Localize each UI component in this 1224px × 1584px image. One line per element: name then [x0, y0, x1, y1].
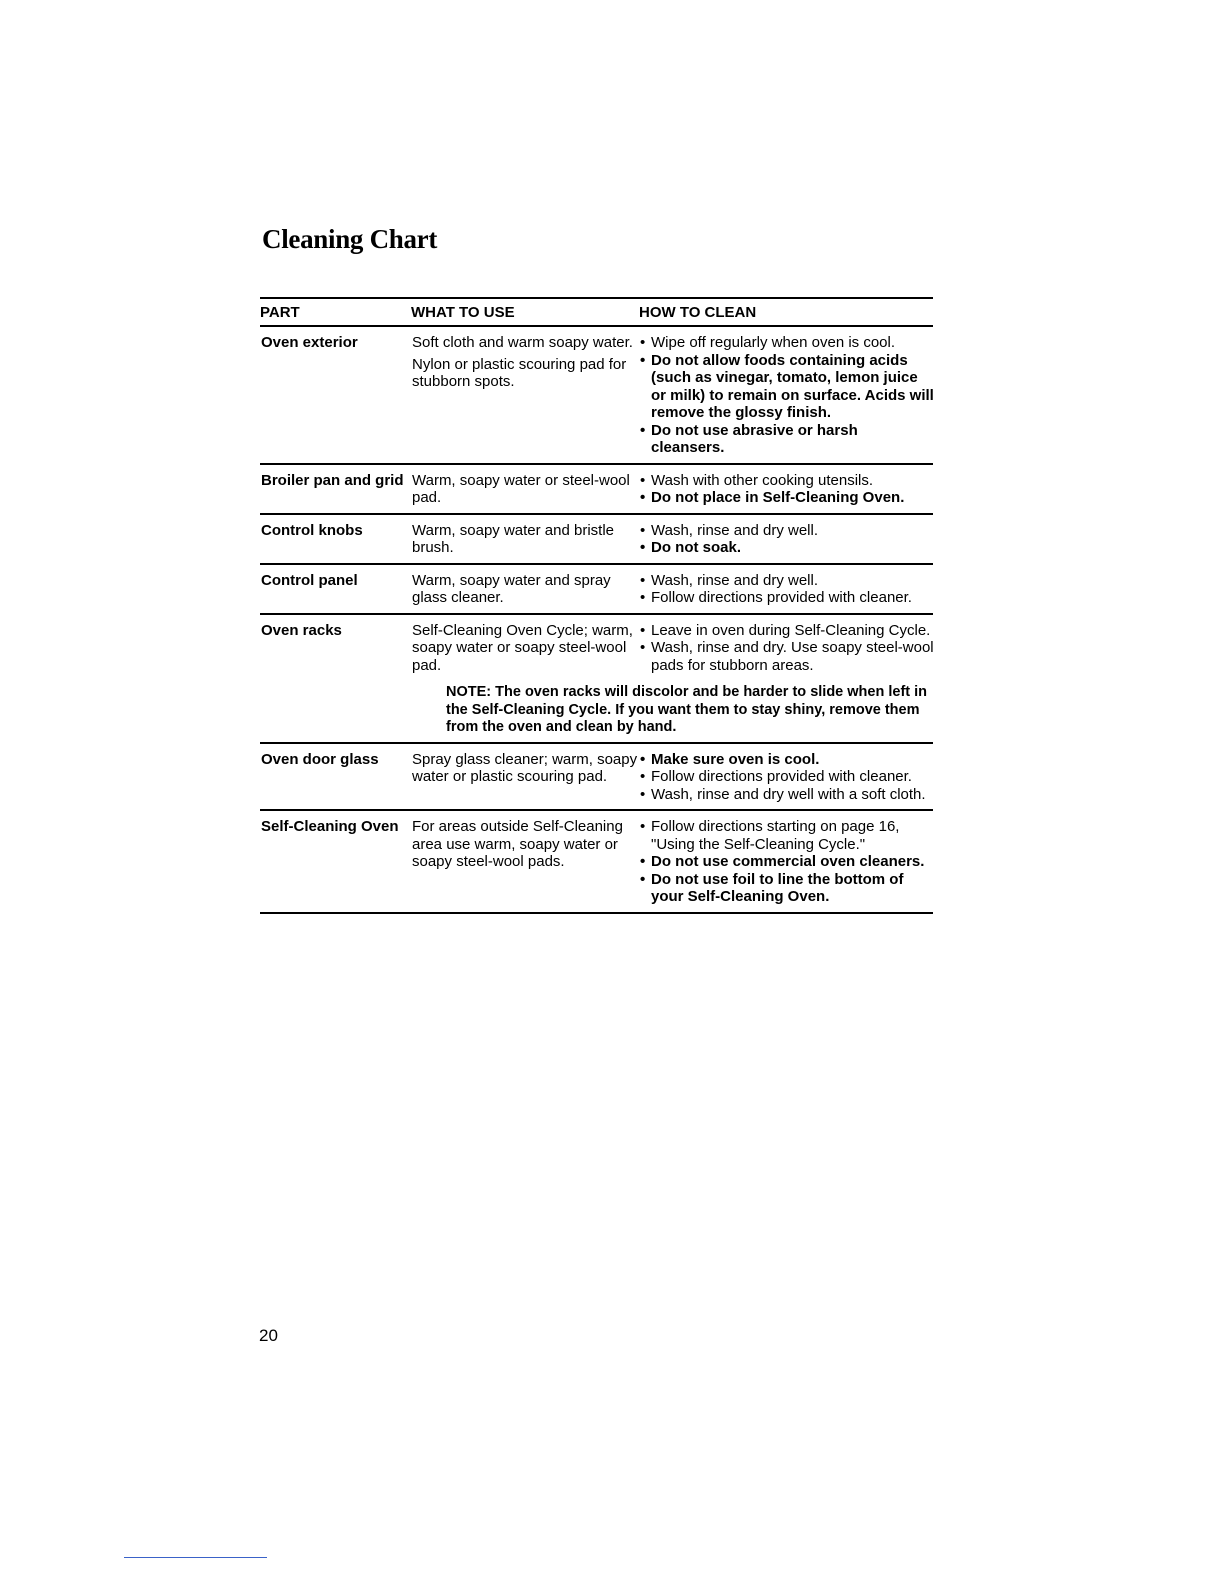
bullet-icon: •: [640, 853, 646, 870]
page-title: Cleaning Chart: [262, 224, 438, 254]
what-item: Self-Cleaning Oven Cycle; warm, soapy water or soapy steel-wool pad.: [412, 621, 633, 674]
how-bullet-bold: • Do not use foil to line the bottom of your Self-Cleaning Oven.: [640, 870, 904, 905]
how-bullet-bold: • Make sure oven is cool.: [640, 750, 820, 768]
how-cell: [640, 334, 934, 457]
part-cell: Oven racks: [261, 621, 342, 639]
bullet-icon: •: [640, 639, 646, 656]
page-number: 20: [259, 1326, 278, 1345]
what-item: Warm, soapy water or steel-wool pad.: [412, 471, 630, 506]
bullet-icon: •: [640, 750, 646, 768]
part-cell: Control knobs: [261, 521, 363, 539]
bullet-icon: •: [640, 818, 646, 835]
bullet-icon: •: [640, 421, 646, 439]
bullet-icon: •: [640, 351, 646, 369]
table-row: [260, 744, 933, 812]
what-cell: [412, 751, 640, 804]
how-bullet-bold: • Do not use abrasive or harsh cleansers.: [640, 421, 858, 456]
table-header: [260, 297, 933, 327]
table-row: [260, 327, 933, 465]
table-row: [260, 615, 933, 681]
what-item: Spray glass cleaner; warm, soapy water or plastic scouring pad.: [412, 750, 638, 785]
bullet-icon: •: [640, 539, 646, 556]
bullet-icon: •: [640, 768, 646, 785]
bullet-icon: •: [640, 489, 646, 506]
what-cell: [412, 818, 640, 906]
how-bullet: • Wash, rinse and dry. Use soapy steel-wool pads for stubborn areas.: [640, 639, 934, 674]
what-cell: [412, 472, 640, 507]
part-cell: Self-Cleaning Oven: [261, 818, 399, 835]
bullet-icon: •: [640, 471, 646, 489]
how-bullet: • Wash, rinse and dry well.: [640, 521, 819, 539]
footnote-divider: [124, 1557, 267, 1558]
header-what-to-use: WHAT TO USE: [411, 304, 515, 321]
how-cell: [640, 622, 934, 675]
oven-racks-note: NOTE: The oven racks will discolor and be harder to slide when left in the Self-Cleaning Cycle. If you want them to stay shiny, remove them from the oven and clean by hand.: [260, 680, 933, 744]
table-row: [260, 465, 933, 515]
how-bullet: • Wash, rinse and dry well with a soft cloth.: [640, 785, 926, 803]
bullet-icon: •: [640, 521, 646, 539]
table-row: [260, 565, 933, 615]
what-cell: [412, 572, 640, 607]
part-cell: Control panel: [261, 571, 358, 589]
table-row: [260, 515, 933, 565]
bullet-icon: •: [640, 870, 646, 888]
how-bullet: • Follow directions provided with cleaner.: [640, 768, 912, 785]
how-bullet-bold: • Do not use commercial oven cleaners.: [640, 853, 925, 870]
table-row: [260, 811, 933, 914]
part-cell: Broiler pan and grid: [261, 471, 404, 489]
cleaning-chart-table: [260, 297, 933, 914]
what-cell: [412, 522, 640, 557]
how-bullet: • Follow directions provided with cleaner.: [640, 589, 912, 606]
how-bullet-bold: • Do not place in Self-Cleaning Oven.: [640, 489, 905, 506]
bullet-icon: •: [640, 334, 646, 351]
bullet-icon: •: [640, 621, 646, 639]
how-bullet-bold: • Do not soak.: [640, 539, 742, 556]
header-part: PART: [260, 304, 300, 321]
how-cell: [640, 818, 934, 906]
how-bullet: • Wipe off regularly when oven is cool.: [640, 334, 896, 351]
how-bullet-bold: • Do not allow foods containing acids (such as vinegar, tomato, lemon juice or milk) to remain on surface. Acids will remove the glossy finish.: [640, 351, 934, 421]
what-item: Warm, soapy water and spray glass cleaner.: [412, 571, 611, 606]
part-cell: Oven exterior: [261, 334, 358, 351]
how-cell: [640, 572, 934, 607]
how-bullet: • Leave in oven during Self-Cleaning Cycle.: [640, 621, 931, 639]
what-item: Soft cloth and warm soapy water.: [412, 334, 633, 351]
what-cell: [412, 622, 640, 675]
bullet-icon: •: [640, 571, 646, 589]
how-bullet: • Follow directions starting on page 16, "Using the Self-Cleaning Cycle.": [640, 818, 900, 853]
how-cell: [640, 472, 934, 507]
how-bullet: • Wash with other cooking utensils.: [640, 471, 874, 489]
part-cell: Oven door glass: [261, 750, 379, 768]
what-item: For areas outside Self-Cleaning area use warm, soapy water or soapy steel-wool pads.: [412, 818, 623, 870]
how-bullet: • Wash, rinse and dry well.: [640, 571, 819, 589]
bullet-icon: •: [640, 785, 646, 803]
how-cell: [640, 522, 934, 557]
what-item: Nylon or plastic scouring pad for stubborn spots.: [412, 355, 627, 390]
how-cell: [640, 751, 934, 804]
what-cell: [412, 334, 640, 457]
what-item: Warm, soapy water and bristle brush.: [412, 521, 615, 556]
header-how-to-clean: HOW TO CLEAN: [639, 304, 757, 321]
bullet-icon: •: [640, 589, 646, 606]
